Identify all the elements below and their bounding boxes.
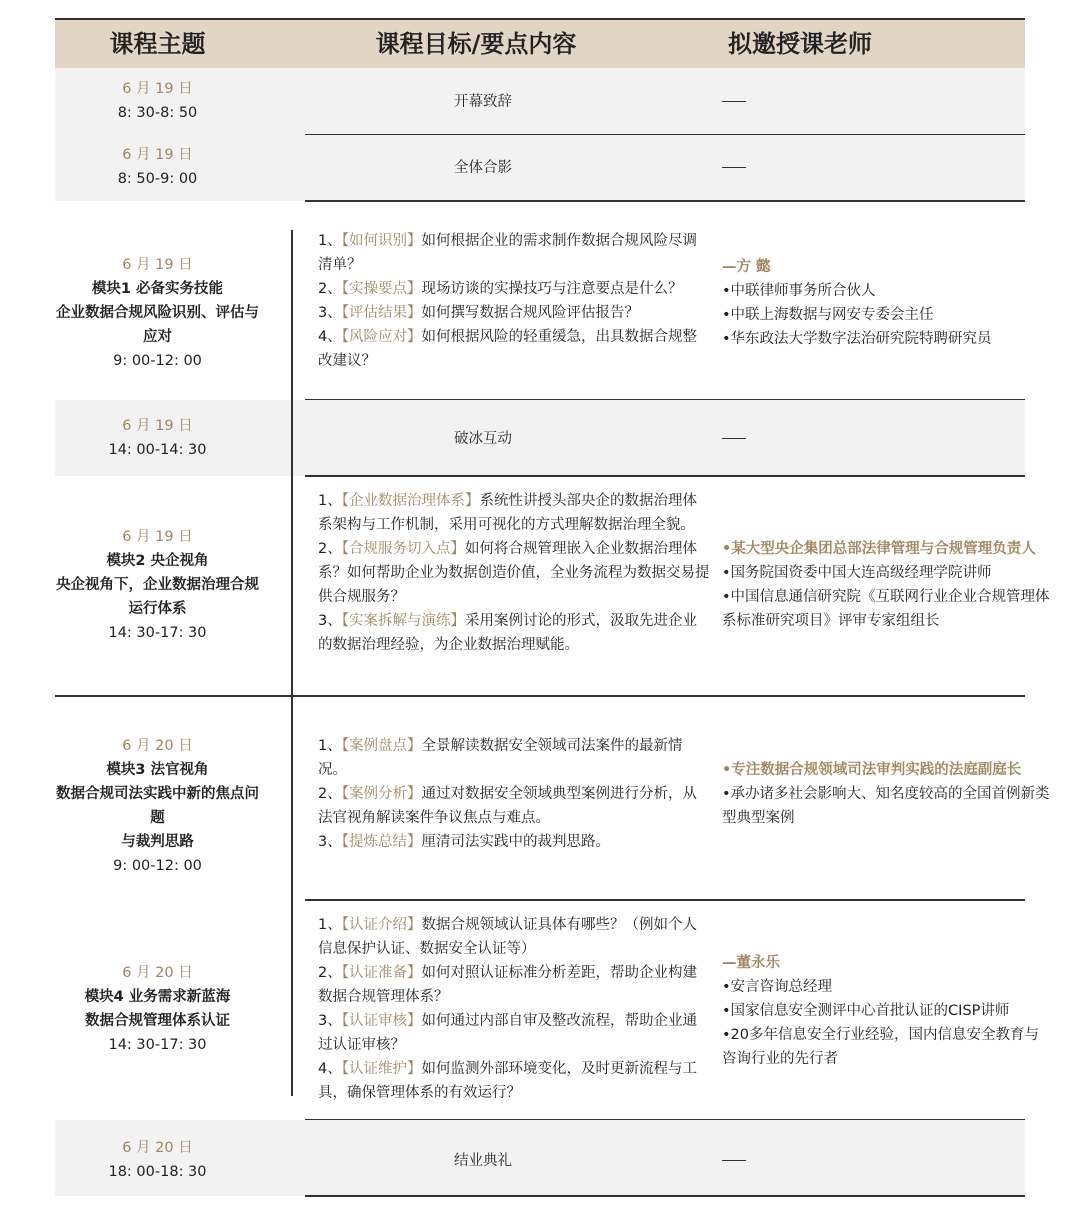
item-number: 1、 xyxy=(318,233,342,249)
content-item xyxy=(318,325,710,373)
item-number: 2、 xyxy=(318,965,342,981)
session-time: 14: 30-17: 30 xyxy=(108,625,207,641)
session-title-line: 模块1 必备实务技能 xyxy=(91,281,224,297)
content-item xyxy=(318,782,710,830)
session-title-line: 运行体系 xyxy=(128,601,187,617)
teacher-placeholder-dash xyxy=(722,101,746,102)
item-tag: 【认证介绍】 xyxy=(341,917,422,933)
item-tag: 【评估结果】 xyxy=(341,305,422,321)
course-content xyxy=(318,489,710,657)
item-tag: 【风险应对】 xyxy=(341,329,422,345)
item-text: 如何根据风险的轻重缓急，出具数据合规整改建议？ xyxy=(318,329,697,369)
item-tag: 【案例分析】 xyxy=(341,786,422,802)
item-text: 如何对照认证标准分析差距，帮助企业构建数据合规管理体系？ xyxy=(318,965,697,1005)
content-item xyxy=(318,961,710,1009)
session-title-line: 央企视角下，企业数据治理合规 xyxy=(56,577,259,593)
item-text: 现场访谈的实操技巧与注意要点是什么？ xyxy=(421,281,683,297)
session-time: 9: 00-12: 00 xyxy=(113,858,202,874)
item-text: 如何将合规管理嵌入企业数据治理体系？如何帮助企业为数据创造价值，全业务流程为数据交易提供合规服务？ xyxy=(318,541,710,605)
content-item xyxy=(318,1009,710,1057)
content-item xyxy=(318,277,710,301)
row-divider xyxy=(305,475,1025,477)
item-number: 3、 xyxy=(318,613,342,629)
session-date: 6 月 19 日 xyxy=(122,529,193,545)
instructor-title: •中联律师事务所合伙人 xyxy=(722,283,876,299)
course-content xyxy=(318,229,710,373)
item-text: 全景解读数据安全领域司法案件的最新情况。 xyxy=(318,738,683,778)
row-divider xyxy=(305,899,1025,901)
session-time: 8: 30-8: 50 xyxy=(117,105,198,121)
content-item xyxy=(318,1057,710,1105)
column-divider xyxy=(291,230,293,1096)
session-time: 8: 50-9: 00 xyxy=(117,171,198,187)
content-item xyxy=(318,229,710,277)
content-item xyxy=(318,537,710,609)
item-tag: 【认证审核】 xyxy=(341,1013,422,1029)
instructor-title: •国家信息安全测评中心首批认证的CISP讲师 xyxy=(722,1003,1010,1019)
item-tag: 【实操要点】 xyxy=(341,281,422,297)
course-content xyxy=(318,734,710,854)
item-text: 如何撰写数据合规风险评估报告？ xyxy=(421,305,639,321)
session-date: 6 月 19 日 xyxy=(122,418,193,434)
session-time: 9: 00-12: 00 xyxy=(113,353,202,369)
course-content xyxy=(318,913,710,1105)
item-number: 2、 xyxy=(318,786,342,802)
teacher-placeholder-dash xyxy=(722,438,746,439)
session-title-line: 数据合规司法实践中新的焦点问题 xyxy=(56,786,259,826)
session-activity: 全体合影 xyxy=(454,160,512,176)
session-info xyxy=(55,525,260,645)
item-text: 如何通过内部自审及整改流程，帮助企业通过认证审核？ xyxy=(318,1013,697,1053)
session-date: 6 月 20 日 xyxy=(122,1140,193,1156)
item-tag: 【实案拆解与演练】 xyxy=(341,613,465,629)
content-item xyxy=(318,830,710,854)
instructor-title: •20多年信息安全行业经验，国内信息安全教育与咨询行业的先行者 xyxy=(722,1027,1040,1067)
item-text: 通过对数据安全领域典型案例进行分析，从法官视角解读案件争议焦点与难点。 xyxy=(318,786,697,826)
session-date: 6 月 19 日 xyxy=(122,257,193,273)
row-divider xyxy=(305,200,1025,202)
instructor-title: •中国信息通信研究院《互联网行业企业合规管理体系标准研究项目》评审专家组组长 xyxy=(722,589,1050,629)
item-tag: 【企业数据治理体系】 xyxy=(341,493,480,509)
teacher-placeholder-dash xyxy=(722,167,746,168)
content-item xyxy=(318,489,710,537)
instructor-title: •承办诸多社会影响大、知名度较高的全国首例新类型典型案例 xyxy=(722,786,1050,826)
item-number: 1、 xyxy=(318,493,342,509)
session-time: 18: 00-18: 30 xyxy=(108,1164,207,1180)
session-info xyxy=(55,143,260,191)
session-time: 14: 00-14: 30 xyxy=(108,442,207,458)
session-activity: 开幕致辞 xyxy=(454,94,512,110)
row-divider xyxy=(305,1195,1025,1197)
instructor-title: •安言咨询总经理 xyxy=(722,979,833,995)
session-title-line: 与裁判思路 xyxy=(121,834,194,850)
item-number: 4、 xyxy=(318,1061,342,1077)
header-instructor: 拟邀授课老师 xyxy=(728,30,872,58)
item-number: 3、 xyxy=(318,305,342,321)
content-item xyxy=(318,913,710,961)
item-text: 系统性讲授头部央企的数据治理体系架构与工作机制，采用可视化的方式理解数据治理全貌。 xyxy=(318,493,697,533)
session-info xyxy=(55,77,260,125)
item-number: 4、 xyxy=(318,329,342,345)
instructor-info xyxy=(722,951,1052,1071)
item-text: 如何监测外部环境变化，及时更新流程与工具，确保管理体系的有效运行？ xyxy=(318,1061,697,1101)
teacher-placeholder-dash xyxy=(722,1160,746,1161)
session-activity: 结业典礼 xyxy=(454,1153,512,1169)
content-item xyxy=(318,734,710,782)
item-number: 3、 xyxy=(318,1013,342,1029)
item-text: 厘清司法实践中的裁判思路。 xyxy=(421,834,610,850)
session-activity: 破冰互动 xyxy=(454,431,512,447)
session-title-line: 模块4 业务需求新蓝海 xyxy=(84,989,231,1005)
item-tag: 【认证准备】 xyxy=(341,965,422,981)
session-date: 6 月 20 日 xyxy=(122,965,193,981)
item-text: 如何根据企业的需求制作数据合规风险尽调清单？ xyxy=(318,233,697,273)
item-number: 1、 xyxy=(318,917,342,933)
header-course-goals: 课程目标/要点内容 xyxy=(375,30,577,58)
session-title-line: 企业数据合规风险识别、评估与应对 xyxy=(56,305,259,345)
session-date: 6 月 19 日 xyxy=(122,147,193,163)
item-text: 数据合规领域认证具体有哪些？（例如个人信息保护认证、数据安全认证等） xyxy=(318,917,697,957)
session-title-line: 数据合规管理体系认证 xyxy=(85,1013,230,1029)
instructor-info xyxy=(722,758,1052,830)
instructor-title: •中联上海数据与网安专委会主任 xyxy=(722,307,934,323)
item-tag: 【认证维护】 xyxy=(341,1061,422,1077)
item-number: 1、 xyxy=(318,738,342,754)
session-time: 14: 30-17: 30 xyxy=(108,1037,207,1053)
instructor-info xyxy=(722,255,1052,351)
item-tag: 【如何识别】 xyxy=(341,233,422,249)
session-title-line: 模块2 央企视角 xyxy=(106,553,209,569)
table-header xyxy=(55,18,1025,70)
item-tag: 【合规服务切入点】 xyxy=(341,541,465,557)
instructor-title: •华东政法大学数字法治研究院特聘研究员 xyxy=(722,331,992,347)
session-info xyxy=(55,253,260,373)
session-info xyxy=(55,1136,260,1184)
instructor-name: •某大型央企集团总部法律管理与合规管理负责人 xyxy=(722,541,1036,557)
session-info xyxy=(55,414,260,462)
session-info xyxy=(55,734,260,878)
item-text: 采用案例讨论的形式，汲取先进企业的数据治理经验，为企业数据治理赋能。 xyxy=(318,613,697,653)
session-title-line: 模块3 法官视角 xyxy=(106,762,209,778)
instructor-info xyxy=(722,537,1052,633)
session-info xyxy=(55,961,260,1057)
item-number: 2、 xyxy=(318,541,342,557)
content-item xyxy=(318,301,710,325)
row-divider xyxy=(55,695,1025,697)
session-date: 6 月 19 日 xyxy=(122,81,193,97)
item-tag: 【案例盘点】 xyxy=(341,738,422,754)
item-number: 3、 xyxy=(318,834,342,850)
instructor-name: —方 懿 xyxy=(722,259,771,275)
session-date: 6 月 20 日 xyxy=(122,738,193,754)
instructor-title: •国务院国资委中国大连高级经理学院讲师 xyxy=(722,565,992,581)
item-tag: 【提炼总结】 xyxy=(341,834,422,850)
instructor-name: •专注数据合规领域司法审判实践的法庭副庭长 xyxy=(722,762,1022,778)
header-course-topic: 课程主题 xyxy=(109,30,206,58)
content-item xyxy=(318,609,710,657)
instructor-name: —董永乐 xyxy=(722,955,780,971)
item-number: 2、 xyxy=(318,281,342,297)
